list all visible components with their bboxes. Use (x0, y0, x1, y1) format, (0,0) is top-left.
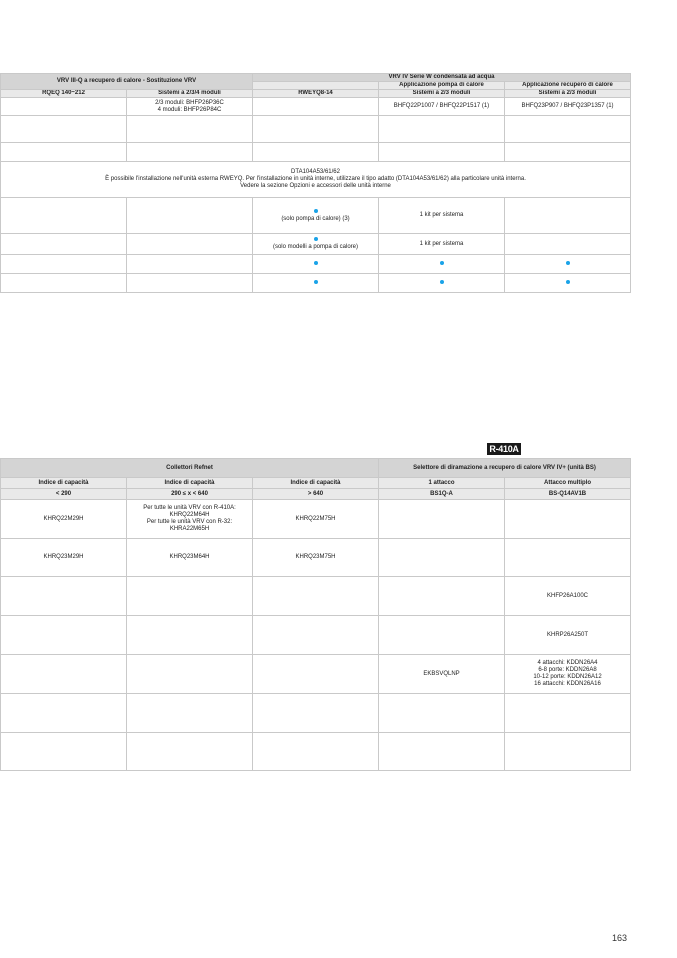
col-cap3: Indice di capacità (253, 478, 379, 489)
header-vrv4w: VRV IV Serie W condensata ad acqua (253, 74, 631, 82)
accessories-table-top (0, 73, 631, 293)
cell-bhfq23: BHFQ23P907 / BHFQ23P1357 (1) (505, 98, 631, 116)
table-row (1, 500, 631, 539)
table-row (1, 198, 631, 234)
table-row (1, 655, 631, 694)
cell-bhfp: 2/3 moduli: BHFP26P36C 4 moduli: BHFP26P84C (127, 98, 253, 116)
cell-kit: 1 kit per sistema (379, 234, 505, 255)
table-row (1, 234, 631, 255)
table-row (1, 694, 631, 733)
table-row (1, 539, 631, 577)
table-row (1, 577, 631, 616)
cell-khrq23m64h: KHRQ23M64H (127, 539, 253, 577)
sub-290-640: 290 ≤ x < 640 (127, 489, 253, 500)
cell-kit: 1 kit per sistema (379, 198, 505, 234)
refnet-bs-table (0, 458, 631, 771)
header-app-hr: Applicazione recupero di calore (505, 82, 631, 90)
header-empty (253, 82, 379, 90)
col-sys234: Sistemi a 2/3/4 moduli (127, 90, 253, 98)
table-row (1, 616, 631, 655)
col-rweyq: RWEYQ8-14 (253, 90, 379, 98)
cell-khrq22m29h: KHRQ22M29H (1, 500, 127, 539)
header-vrv3q: VRV III-Q a recupero di calore - Sostituzione VRV (1, 74, 253, 90)
col-single: 1 attacco (379, 478, 505, 489)
availability-dot (314, 261, 318, 265)
availability-dot (440, 261, 444, 265)
availability-dot (314, 280, 318, 284)
col-cap1: Indice di capacità (1, 478, 127, 489)
table-row (1, 116, 631, 143)
availability-dot (314, 237, 318, 241)
table-row (1, 255, 631, 274)
note-dta104: DTA104A53/61/62 È possibile l'installazione nell'unità esterna RWEYQ. Per l'installazione in unità interne, utilizzare il tipo adatto (DTA104A53/61/62) alla particolare unità interna. Vedere la sezione Opzioni e accessori delle unità interne (1, 162, 631, 198)
cell-khrq22m75h: KHRQ22M75H (253, 500, 379, 539)
col-multi: Attacco multiplo (505, 478, 631, 489)
header-refnet: Collettori Refnet (1, 459, 379, 478)
refrigerant-badge: R-410A (487, 443, 521, 455)
cell-kddn26: 4 attacchi: KDDN26A4 6-8 porte: KDDN26A8 10-12 porte: KDDN26A12 16 attacchi: KDDN26A16 (505, 655, 631, 694)
col-cap2: Indice di capacità (127, 478, 253, 489)
sub-bsq14: BS-Q14AV1B (505, 489, 631, 500)
page-number: 163 (612, 933, 628, 943)
col-sys23-hr: Sistemi a 2/3 moduli (505, 90, 631, 98)
cell-ekbsvqlnp: EKBSVQLNP (379, 655, 505, 694)
table-row (1, 274, 631, 293)
col-sys23-hp: Sistemi a 2/3 moduli (379, 90, 505, 98)
table-row (1, 143, 631, 162)
cell-note: (solo modelli a pompa di calore) (272, 244, 359, 250)
cell-bhfq22: BHFQ22P1007 / BHFQ22P1517 (1) (379, 98, 505, 116)
header-app-hp: Applicazione pompa di calore (379, 82, 505, 90)
table-row (1, 162, 631, 198)
col-rqeq: RQEQ 140~212 (1, 90, 127, 98)
table-row (1, 733, 631, 771)
table-row (1, 98, 631, 116)
cell-khrq23m29h: KHRQ23M29H (1, 539, 127, 577)
availability-dot (440, 280, 444, 284)
availability-dot (314, 209, 318, 213)
header-bs: Selettore di diramazione a recupero di calore VRV IV+ (unità BS) (379, 459, 631, 478)
cell-note: (solo pompa di calore) (3) (281, 215, 350, 222)
cell-khfp26a100c: KHFP26A100C (505, 577, 631, 616)
availability-dot (566, 280, 570, 284)
availability-dot (566, 261, 570, 265)
cell-khrq22m64h: Per tutte le unità VRV con R-410A: KHRQ22M64H Per tutte le unità VRV con R-32: KHRA22M65H (127, 500, 253, 539)
cell-khrq23m75h: KHRQ23M75H (253, 539, 379, 577)
cell-khrp26a250t: KHRP26A250T (505, 616, 631, 655)
sub-lt290: < 290 (1, 489, 127, 500)
sub-gt640: > 640 (253, 489, 379, 500)
sub-bs1q: BS1Q-A (379, 489, 505, 500)
